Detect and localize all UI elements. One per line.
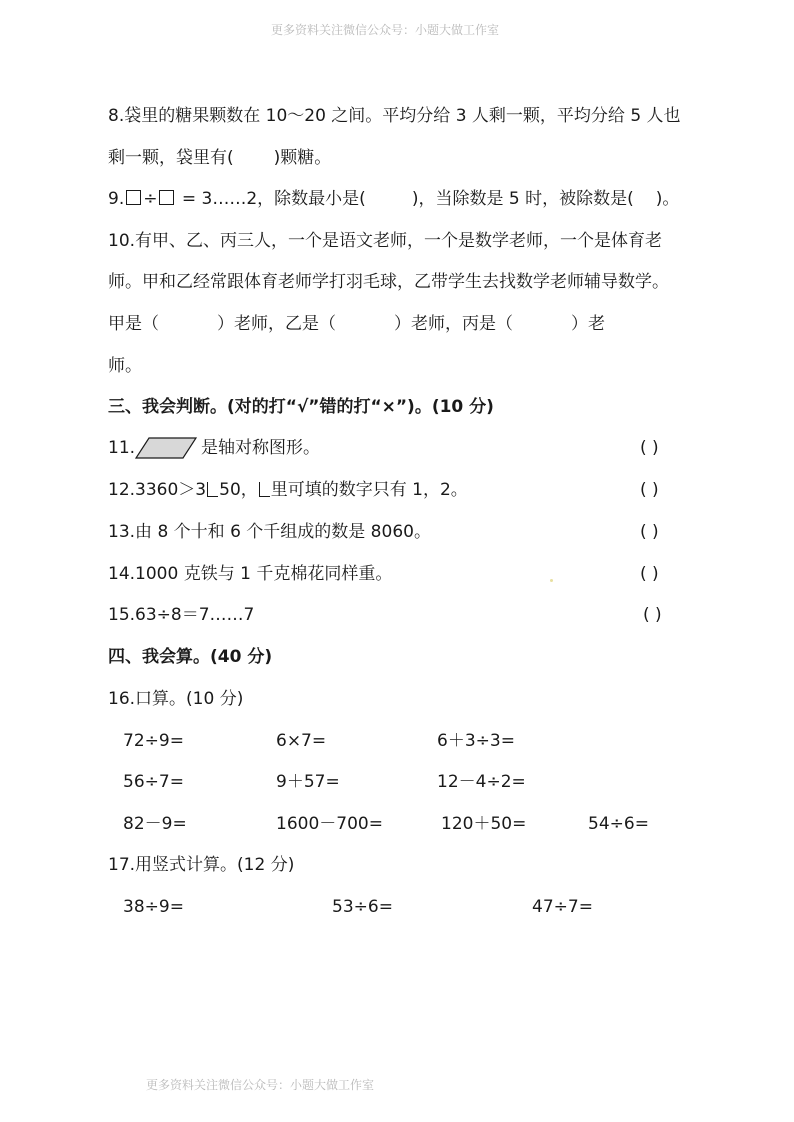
q17-item[interactable]: 53÷6= <box>332 897 393 917</box>
q11-prefix: 11. <box>108 438 136 458</box>
q8-line2 <box>108 146 331 170</box>
q10-line1: 10.有甲、乙、丙三人，一个是语文老师，一个是数学老师，一个是体育老 <box>108 231 663 251</box>
digit-box-icon-2 <box>259 482 270 497</box>
q8-line1: 8.袋里的糖果颗数在 10～20 之间。平均分给 3 人剩一颗，平均分给 5 人也 <box>108 106 681 126</box>
q16-item[interactable]: 9＋57= <box>276 772 340 792</box>
q17-title: 17.用竖式计算。(12 分) <box>108 855 295 875</box>
watermark-bottom: 更多资料关注微信公众号：小题大做工作室 <box>146 1078 375 1092</box>
q13-line: 13.由 8 个十和 6 个千组成的数是 8060。 <box>108 522 431 542</box>
q17-item[interactable]: 47÷7= <box>532 897 593 917</box>
q9-mid: = 3……2，除数最小是( <box>176 189 366 209</box>
q10-line3-d: ）老 <box>571 314 605 334</box>
divisor-box-icon <box>159 190 174 205</box>
q13-bracket[interactable]: ( ) <box>640 522 659 542</box>
q9-prefix: 9. <box>108 189 125 209</box>
q16-item[interactable]: 56÷7= <box>123 772 184 792</box>
q10-line3 <box>108 312 605 336</box>
q10-line2: 师。甲和乙经常跟体育老师学打羽毛球，乙带学生去找数学老师辅导数学。 <box>108 272 669 292</box>
q12-mid: 50， <box>219 480 258 500</box>
q11-bracket[interactable]: ( ) <box>640 438 659 458</box>
q9-div: ÷ <box>143 189 158 209</box>
q11-line <box>108 436 320 460</box>
q14-line: 14.1000 克铁与 1 千克棉花同样重。 <box>108 564 393 584</box>
section4-title: 四、我会算。(40 分) <box>108 647 273 667</box>
parallelogram-icon <box>135 437 197 459</box>
watermark-top: 更多资料关注微信公众号：小题大做工作室 <box>271 23 500 37</box>
q16-item[interactable]: 1600－700= <box>276 814 383 834</box>
q9-line <box>108 187 679 211</box>
q12-bracket[interactable]: ( ) <box>640 480 659 500</box>
q10-line3-a: 甲是（ <box>108 314 159 334</box>
q9-end: )。 <box>655 189 680 209</box>
q16-title: 16.口算。(10 分) <box>108 689 244 709</box>
section3-title: 三、我会判断。(对的打“√”错的打“×”)。(10 分) <box>108 397 494 417</box>
q16-item[interactable]: 82－9= <box>123 814 187 834</box>
q12-text: 里可填的数字只有 1，2。 <box>270 480 468 500</box>
q8-line2-a: 剩一颗，袋里有( <box>108 148 234 168</box>
dividend-box-icon <box>126 190 141 205</box>
q16-item[interactable]: 6＋3÷3= <box>437 731 515 751</box>
q16-item[interactable]: 54÷6= <box>588 814 649 834</box>
q16-item[interactable]: 72÷9= <box>123 731 184 751</box>
digit-box-icon <box>207 482 218 497</box>
q15-bracket[interactable]: ( ) <box>643 605 662 625</box>
q10-line4: 师。 <box>108 356 142 376</box>
q16-item[interactable]: 120＋50= <box>441 814 527 834</box>
q12-prefix: 12.3360＞3 <box>108 480 207 500</box>
q16-item[interactable]: 12－4÷2= <box>437 772 526 792</box>
q16-item[interactable]: 6×7= <box>276 731 327 751</box>
q14-bracket[interactable]: ( ) <box>640 564 659 584</box>
q10-line3-c: ）老师，丙是（ <box>394 314 513 334</box>
q15-line: 15.63÷8＝7……7 <box>108 605 255 625</box>
q11-text: 是轴对称图形。 <box>201 438 321 458</box>
q9-mid2: )，当除数是 5 时，被除数是( <box>411 189 634 209</box>
q12-line <box>108 478 468 502</box>
q10-line3-b: ）老师，乙是（ <box>217 314 336 334</box>
q17-item[interactable]: 38÷9= <box>123 897 184 917</box>
scan-speck <box>550 579 553 582</box>
q8-line2-b: )颗糖。 <box>273 148 332 168</box>
